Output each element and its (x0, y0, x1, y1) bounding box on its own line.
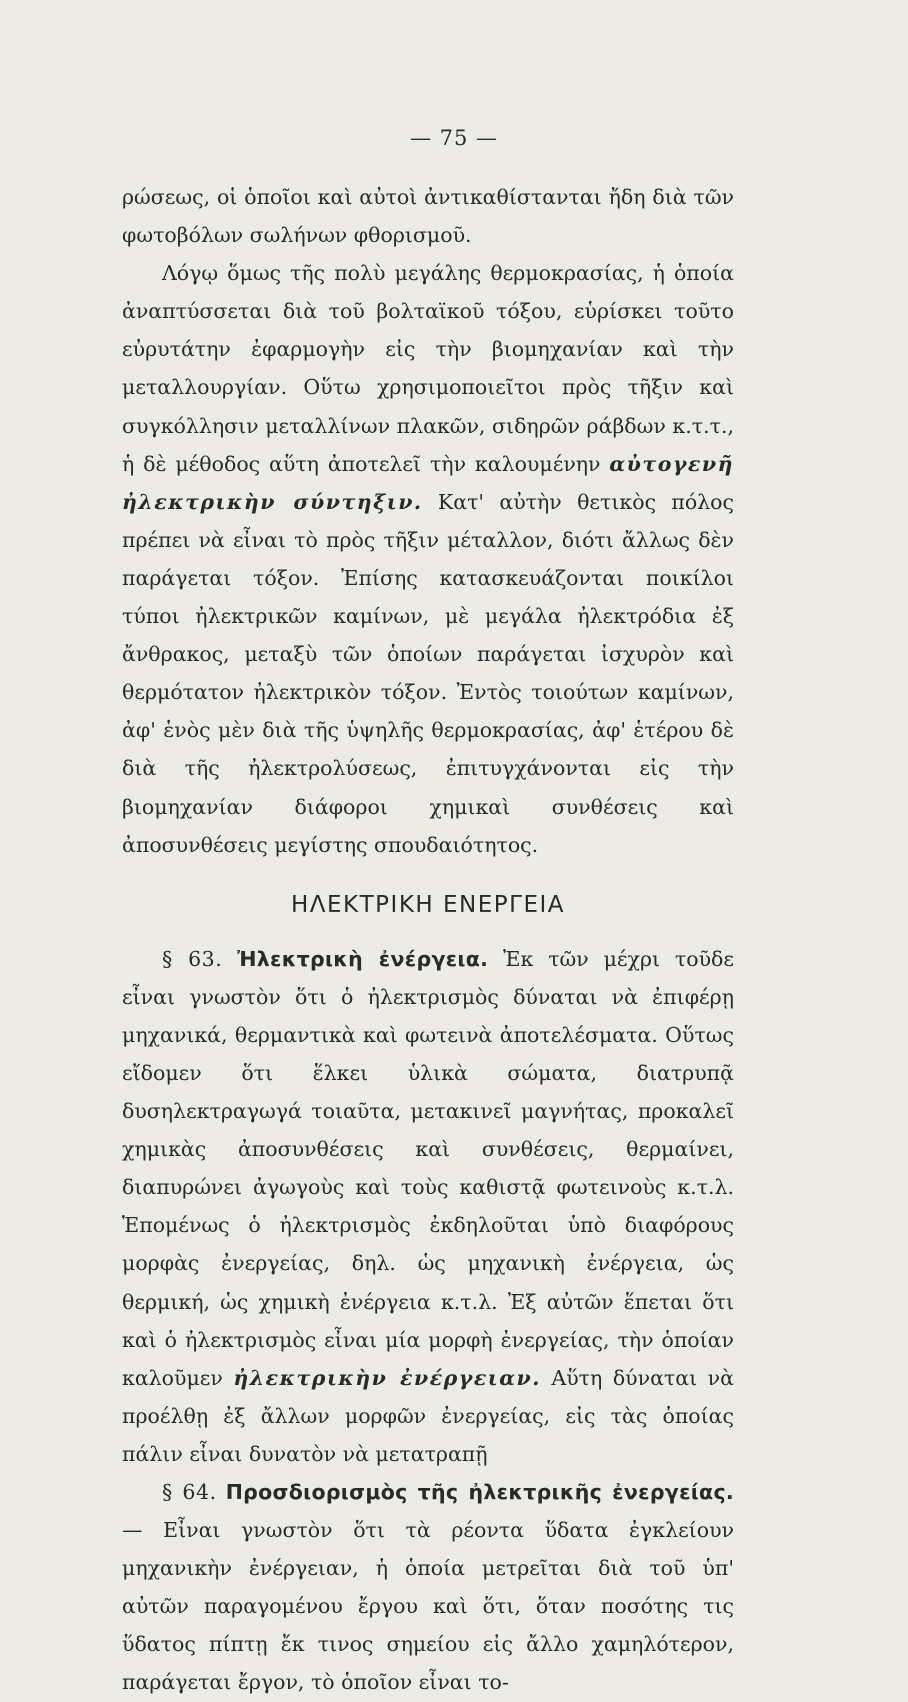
paragraph-arc-applications (122, 254, 734, 864)
section-63-title: Ἠλεκτρικὴ ἐνέργεια. (237, 946, 489, 971)
section-heading: ΗΛΕΚΤΡΙΚΗ ΕΝΕΡΓΕΙΑ (290, 891, 566, 918)
section-63-text-2: Αὕτη δύναται νὰ προέλθῃ ἐξ ἄλλων μορφῶν ἐνεργείας, εἰς τὰς ὁποίας πάλιν εἶναι δυνατὸν νὰ μετατραπῇ (122, 1365, 734, 1466)
paragraph-continuation-text: ρώσεως, οἱ ὁποῖοι καὶ αὐτοὶ ἀντικαθίστανται ἤδη διὰ τῶν φωτοβόλων σωλήνων φθορισμοῦ. (122, 185, 734, 248)
paragraph-arc-text-1: Λόγῳ ὅμως τῆς πολὺ μεγάλης θερμοκρασίας, ἡ ὁποία ἀναπτύσσεται διὰ τοῦ βολταϊκοῦ τόξου, εὑρίσκει τοῦτο εὐρυτάτην ἐφαρμογὴν εἰς τὴν βιομηχανίαν καὶ τὴν μεταλλουργίαν. Οὕτω χρησιμοποιεῖτοι πρὸς τῆξιν καὶ συγκόλλησιν μεταλλίνων πλακῶν, σιδηρῶν ράβδων κ.τ.τ., ἡ δὲ μέθοδος αὕτη ἀποτελεῖ τὴν καλουμένην (122, 261, 734, 476)
section-63 (122, 940, 734, 1473)
section-64-text: — Εἶναι γνωστὸν ὅτι τὰ ρέοντα ὕδατα ἐγκλείουν μηχανικὴν ἐνέργειαν, ἡ ὁποία μετρεῖται διὰ τοῦ ὑπ' αὐτῶν παραγομένου ἔργου καὶ ὅτι, ὅταν ποσότης τις ὕδατος πίπτῃ ἔκ τινος σημείου εἰς ἄλλο χαμηλότερον, παράγεται ἔργον, τὸ ὁποῖον εἶναι το- (122, 1518, 734, 1695)
section-64-title: Προσδιορισμὸς τῆς ἠλεκτρικῆς ἐνεργείας. (225, 1480, 734, 1504)
section-63-text-1: Ἐκ τῶν μέχρι τοῦδε εἶναι γνωστὸν ὅτι ὁ ἠλεκτρισμὸς δύναται νὰ ἐπιφέρῃ μηχανικά, θερμαντικὰ καὶ φωτεινὰ ἀποτελέσματα. Οὕτως εἴδομεν ὅτι ἕλκει ὑλικὰ σώματα, διατρυπᾷ δυσηλεκτραγωγά τοιαῦτα, μετακινεῖ μαγνήτας, προκαλεῖ χημικὰς ἀποσυνθέσεις καὶ συνθέσεις, θερμαίνει, διαπυρώνει ἀγωγοὺς καὶ τοὺς καθιστᾷ φωτεινοὺς κ.τ.λ. Ἑπομένως ὁ ἠλεκτρισμὸς ἐκδηλοῦται ὑπὸ διαφόρους μορφὰς ἐνεργείας, δηλ. ὡς μηχανικὴ ἐνέργεια, ὡς θερμική, ὡς χημικὴ ἐνέργεια κ.τ.λ. Ἐξ αὐτῶν ἕπεται ὅτι καὶ ὁ ἠλεκτρισμὸς εἶναι μία μορφὴ ἐνεργείας, τὴν ὁποίαν καλοῦμεν (122, 946, 734, 1390)
section-64-number: § 64. (162, 1480, 217, 1504)
body-text (122, 178, 734, 1702)
emphasis-autogenous-welding: αὐτογενῆ ἠλεκτρικὴν σύντηξιν. (122, 451, 734, 514)
paragraph-arc-text-2: Κατ' αὐτὴν θετικὸς πόλος πρέπει νὰ εἶναι τὸ πρὸς τῆξιν μέταλλον, διότι ἄλλως δὲν παράγεται τόξον. Ἐπίσης κατασκευάζονται ποικίλοι τύποι ἠλεκτρικῶν καμίνων, μὲ μεγάλα ἠλεκτρόδια ἐξ ἄνθρακος, μεταξὺ τῶν ὁποίων παράγεται ἰσχυρὸν καὶ θερμότατον ἠλεκτρικὸν τόξον. Ἐντὸς τοιούτων καμίνων, ἀφ' ἑνὸς μὲν διὰ τῆς ὑψηλῆς θερμοκρασίας, ἀφ' ἑτέρου δὲ διὰ τῆς ἠλεκτρολύσεως, ἐπιτυγχάνονται εἰς τὴν βιομηχανίαν διάφοροι χημικαὶ συνθέσεις καὶ ἀποσυνθέσεις μεγίστης σπουδαιότητος. (122, 489, 734, 857)
paragraph-continuation (122, 178, 734, 254)
section-63-number: § 63. (162, 946, 223, 971)
page-number: — 75 — (409, 126, 499, 150)
section-64 (122, 1473, 734, 1702)
emphasis-electric-energy: ἠλεκτρικὴν ἐνέργειαν. (233, 1365, 541, 1390)
